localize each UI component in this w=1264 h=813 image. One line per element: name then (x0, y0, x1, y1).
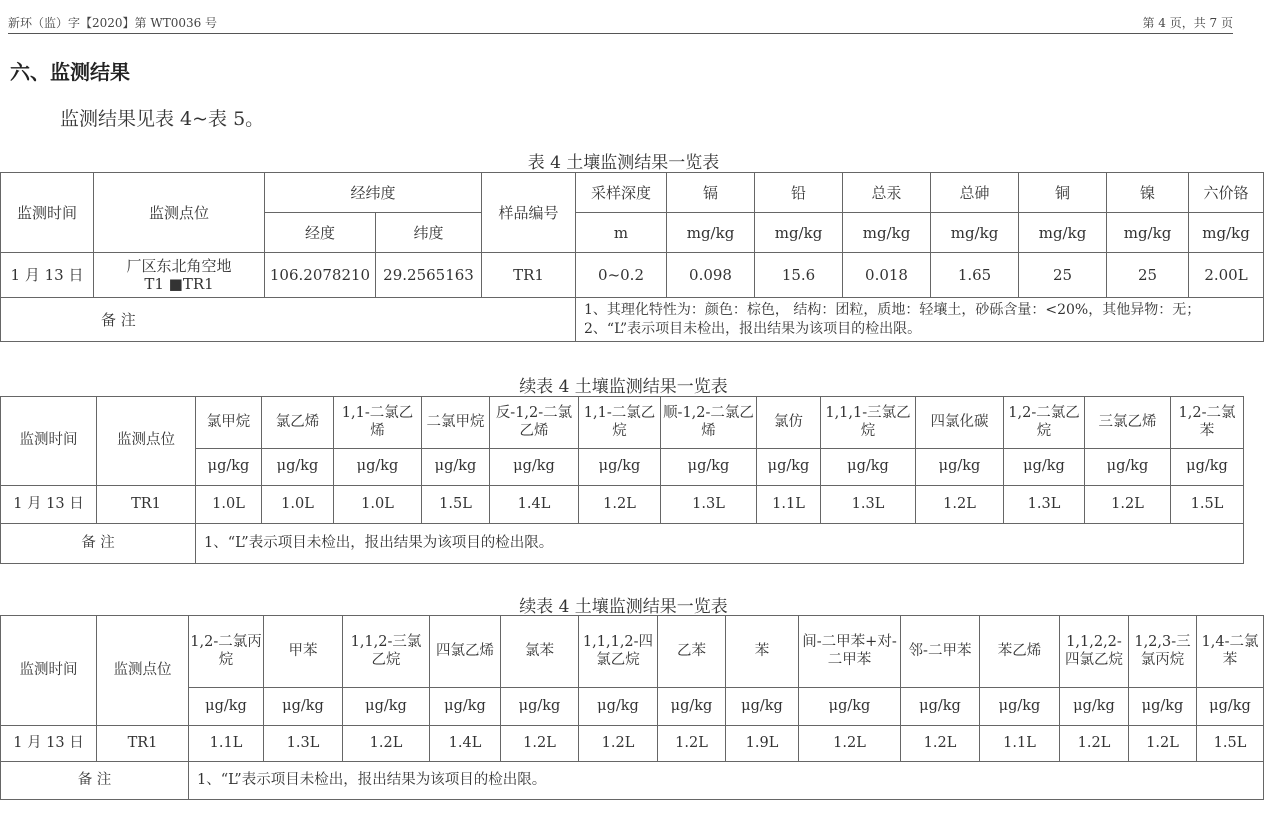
table3-header-row (1, 616, 1264, 688)
cell-value: 1.3L (1004, 486, 1085, 524)
header-item: 1,4-二氯苯 (1197, 616, 1264, 688)
header-time: 监测时间 (1, 397, 97, 486)
cell-lon: 106.2078210 (265, 253, 376, 298)
unit-cell: μg/kg (980, 688, 1060, 726)
unit-cell: μg/kg (1060, 688, 1129, 726)
header-item: 铅 (755, 173, 843, 213)
cell-value: 1.3L (264, 726, 343, 762)
unit-cell: m (576, 213, 667, 253)
cell-value: 0.018 (843, 253, 931, 298)
header-item: 1,2-二氯苯 (1171, 397, 1244, 449)
unit-cell: μg/kg (334, 449, 422, 486)
cell-value: 1.0L (196, 486, 262, 524)
unit-cell: μg/kg (726, 688, 799, 726)
unit-cell: μg/kg (579, 449, 661, 486)
report-number: 新环（监）字【2020】第 WT0036 号 (8, 16, 218, 30)
cell-date: 1 月 13 日 (1, 726, 97, 762)
note-text (576, 298, 1264, 342)
table3 (0, 615, 1264, 800)
header-item: 1,2-二氯丙烷 (189, 616, 264, 688)
header-time: 监测时间 (1, 173, 94, 253)
unit-cell: μg/kg (821, 449, 916, 486)
table2 (0, 396, 1244, 564)
header-item: 二氯甲烷 (422, 397, 490, 449)
cell-value: 2.00L (1189, 253, 1264, 298)
unit-cell: μg/kg (430, 688, 501, 726)
header-lat: 纬度 (376, 213, 482, 253)
cell-value: 1.2L (1060, 726, 1129, 762)
unit-cell: mg/kg (843, 213, 931, 253)
unit-cell: μg/kg (1197, 688, 1264, 726)
header-coord: 经纬度 (265, 173, 482, 213)
unit-cell: μg/kg (490, 449, 579, 486)
cell-point: TR1 (97, 726, 189, 762)
header-depth: 采样深度 (576, 173, 667, 213)
table1-note-row (1, 298, 1264, 342)
unit-cell: μg/kg (901, 688, 980, 726)
unit-cell: μg/kg (262, 449, 334, 486)
table2-note-row (1, 524, 1244, 564)
cell-value: 1.4L (430, 726, 501, 762)
header-item: 乙苯 (658, 616, 726, 688)
cell-value: 1.2L (1085, 486, 1171, 524)
header-item: 1,1-二氯乙烯 (334, 397, 422, 449)
header-item: 1,2-二氯乙烷 (1004, 397, 1085, 449)
page-header (8, 14, 1233, 34)
unit-cell: mg/kg (1189, 213, 1264, 253)
unit-cell: mg/kg (755, 213, 843, 253)
unit-cell: mg/kg (1107, 213, 1189, 253)
note-text: 1、“L”表示项目未检出，报出结果为该项目的检出限。 (189, 762, 1264, 800)
header-item: 1,1,1,2-四氯乙烷 (579, 616, 658, 688)
section-text: 监测结果见表 4~表 5。 (60, 108, 265, 130)
header-item: 苯乙烯 (980, 616, 1060, 688)
table2-header-row (1, 397, 1244, 449)
table2-caption: 续表 4 土壤监测结果一览表 (519, 377, 728, 397)
header-item: 镍 (1107, 173, 1189, 213)
header-item: 总砷 (931, 173, 1019, 213)
cell-value: 1.2L (916, 486, 1004, 524)
header-point: 监测点位 (94, 173, 265, 253)
cell-value: 1.0L (334, 486, 422, 524)
header-item: 1,2,3-三氯丙烷 (1129, 616, 1197, 688)
header-item: 四氯乙烯 (430, 616, 501, 688)
unit-cell: μg/kg (1085, 449, 1171, 486)
cell-value: 15.6 (755, 253, 843, 298)
cell-value: 1.2L (1129, 726, 1197, 762)
table-row (1, 253, 1264, 298)
header-item: 1,1,1-三氯乙烷 (821, 397, 916, 449)
table1-caption: 表 4 土壤监测结果一览表 (527, 153, 720, 173)
cell-value: 25 (1019, 253, 1107, 298)
table3-unit-row (1, 688, 1264, 726)
cell-value: 1.2L (901, 726, 980, 762)
table-row (1, 486, 1244, 524)
unit-cell: μg/kg (757, 449, 821, 486)
cell-value: 1.5L (422, 486, 490, 524)
unit-cell: μg/kg (189, 688, 264, 726)
cell-sample: TR1 (482, 253, 576, 298)
cell-point (94, 253, 265, 298)
unit-cell: μg/kg (264, 688, 343, 726)
note-label: 备 注 (1, 762, 189, 800)
cell-value: 1.5L (1197, 726, 1264, 762)
header-item: 1,1,2-三氯乙烷 (343, 616, 430, 688)
cell-value: 1.1L (980, 726, 1060, 762)
header-item: 1,1-二氯乙烷 (579, 397, 661, 449)
cell-value: 1.3L (661, 486, 757, 524)
header-item: 六价铬 (1189, 173, 1264, 213)
header-item: 甲苯 (264, 616, 343, 688)
header-item: 三氯乙烯 (1085, 397, 1171, 449)
header-item: 氯苯 (501, 616, 579, 688)
section-title: 六、监测结果 (10, 60, 130, 84)
unit-cell: μg/kg (661, 449, 757, 486)
cell-value: 1.2L (501, 726, 579, 762)
header-item: 顺-1,2-二氯乙烯 (661, 397, 757, 449)
cell-value: 1.1L (757, 486, 821, 524)
cell-value: 1.2L (343, 726, 430, 762)
unit-cell: μg/kg (1004, 449, 1085, 486)
cell-value: 0.098 (667, 253, 755, 298)
cell-value: 1.2L (658, 726, 726, 762)
unit-cell: μg/kg (579, 688, 658, 726)
table1-header-row (1, 173, 1264, 213)
cell-lat: 29.2565163 (376, 253, 482, 298)
cell-point: TR1 (97, 486, 196, 524)
table3-note-row (1, 762, 1264, 800)
table-row (1, 726, 1264, 762)
cell-value: 1.3L (821, 486, 916, 524)
header-point: 监测点位 (97, 616, 189, 726)
table3-caption: 续表 4 土壤监测结果一览表 (519, 597, 728, 617)
cell-date: 1 月 13 日 (1, 253, 94, 298)
note-label: 备 注 (1, 524, 196, 564)
cell-value: 1.2L (799, 726, 901, 762)
unit-cell: μg/kg (422, 449, 490, 486)
cell-value: 25 (1107, 253, 1189, 298)
header-item: 反-1,2-二氯乙烯 (490, 397, 579, 449)
unit-cell: μg/kg (501, 688, 579, 726)
table1 (0, 172, 1264, 342)
header-item: 氯仿 (757, 397, 821, 449)
header-item: 总汞 (843, 173, 931, 213)
header-item: 氯乙烯 (262, 397, 334, 449)
header-item: 铜 (1019, 173, 1107, 213)
header-item: 四氯化碳 (916, 397, 1004, 449)
unit-cell: mg/kg (667, 213, 755, 253)
cell-value: 1.9L (726, 726, 799, 762)
header-item: 苯 (726, 616, 799, 688)
cell-date: 1 月 13 日 (1, 486, 97, 524)
note-line: 1、其理化特性为：颜色：棕色， 结构：团粒，质地：轻壤土，砂砾含量：<20%，其他异物：无； (584, 301, 1201, 318)
unit-cell: μg/kg (1129, 688, 1197, 726)
cell-value: 1.65 (931, 253, 1019, 298)
header-item: 间-二甲苯+对-二甲苯 (799, 616, 901, 688)
cell-value: 1.1L (189, 726, 264, 762)
header-time: 监测时间 (1, 616, 97, 726)
unit-cell: mg/kg (931, 213, 1019, 253)
unit-cell: μg/kg (916, 449, 1004, 486)
header-item: 1,1,2,2-四氯乙烷 (1060, 616, 1129, 688)
point-line2: T1 ■TR1 (144, 275, 214, 293)
page-number: 第 4 页，共 7 页 (1142, 16, 1233, 30)
unit-cell: μg/kg (196, 449, 262, 486)
unit-cell: μg/kg (1171, 449, 1244, 486)
header-item: 邻-二甲苯 (901, 616, 980, 688)
header-item: 氯甲烷 (196, 397, 262, 449)
note-label: 备 注 (1, 298, 576, 342)
header-sample: 样品编号 (482, 173, 576, 253)
note-line: 2、“L”表示项目未检出，报出结果为该项目的检出限。 (584, 320, 922, 337)
header-item: 镉 (667, 173, 755, 213)
cell-value: 1.2L (579, 726, 658, 762)
point-line1: 厂区东北角空地 (126, 257, 232, 275)
unit-cell: μg/kg (799, 688, 901, 726)
cell-depth: 0~0.2 (576, 253, 667, 298)
cell-value: 1.2L (579, 486, 661, 524)
cell-value: 1.0L (262, 486, 334, 524)
cell-value: 1.4L (490, 486, 579, 524)
header-point: 监测点位 (97, 397, 196, 486)
cell-value: 1.5L (1171, 486, 1244, 524)
unit-cell: mg/kg (1019, 213, 1107, 253)
note-text: 1、“L”表示项目未检出，报出结果为该项目的检出限。 (196, 524, 1244, 564)
unit-cell: μg/kg (343, 688, 430, 726)
unit-cell: μg/kg (658, 688, 726, 726)
header-lon: 经度 (265, 213, 376, 253)
